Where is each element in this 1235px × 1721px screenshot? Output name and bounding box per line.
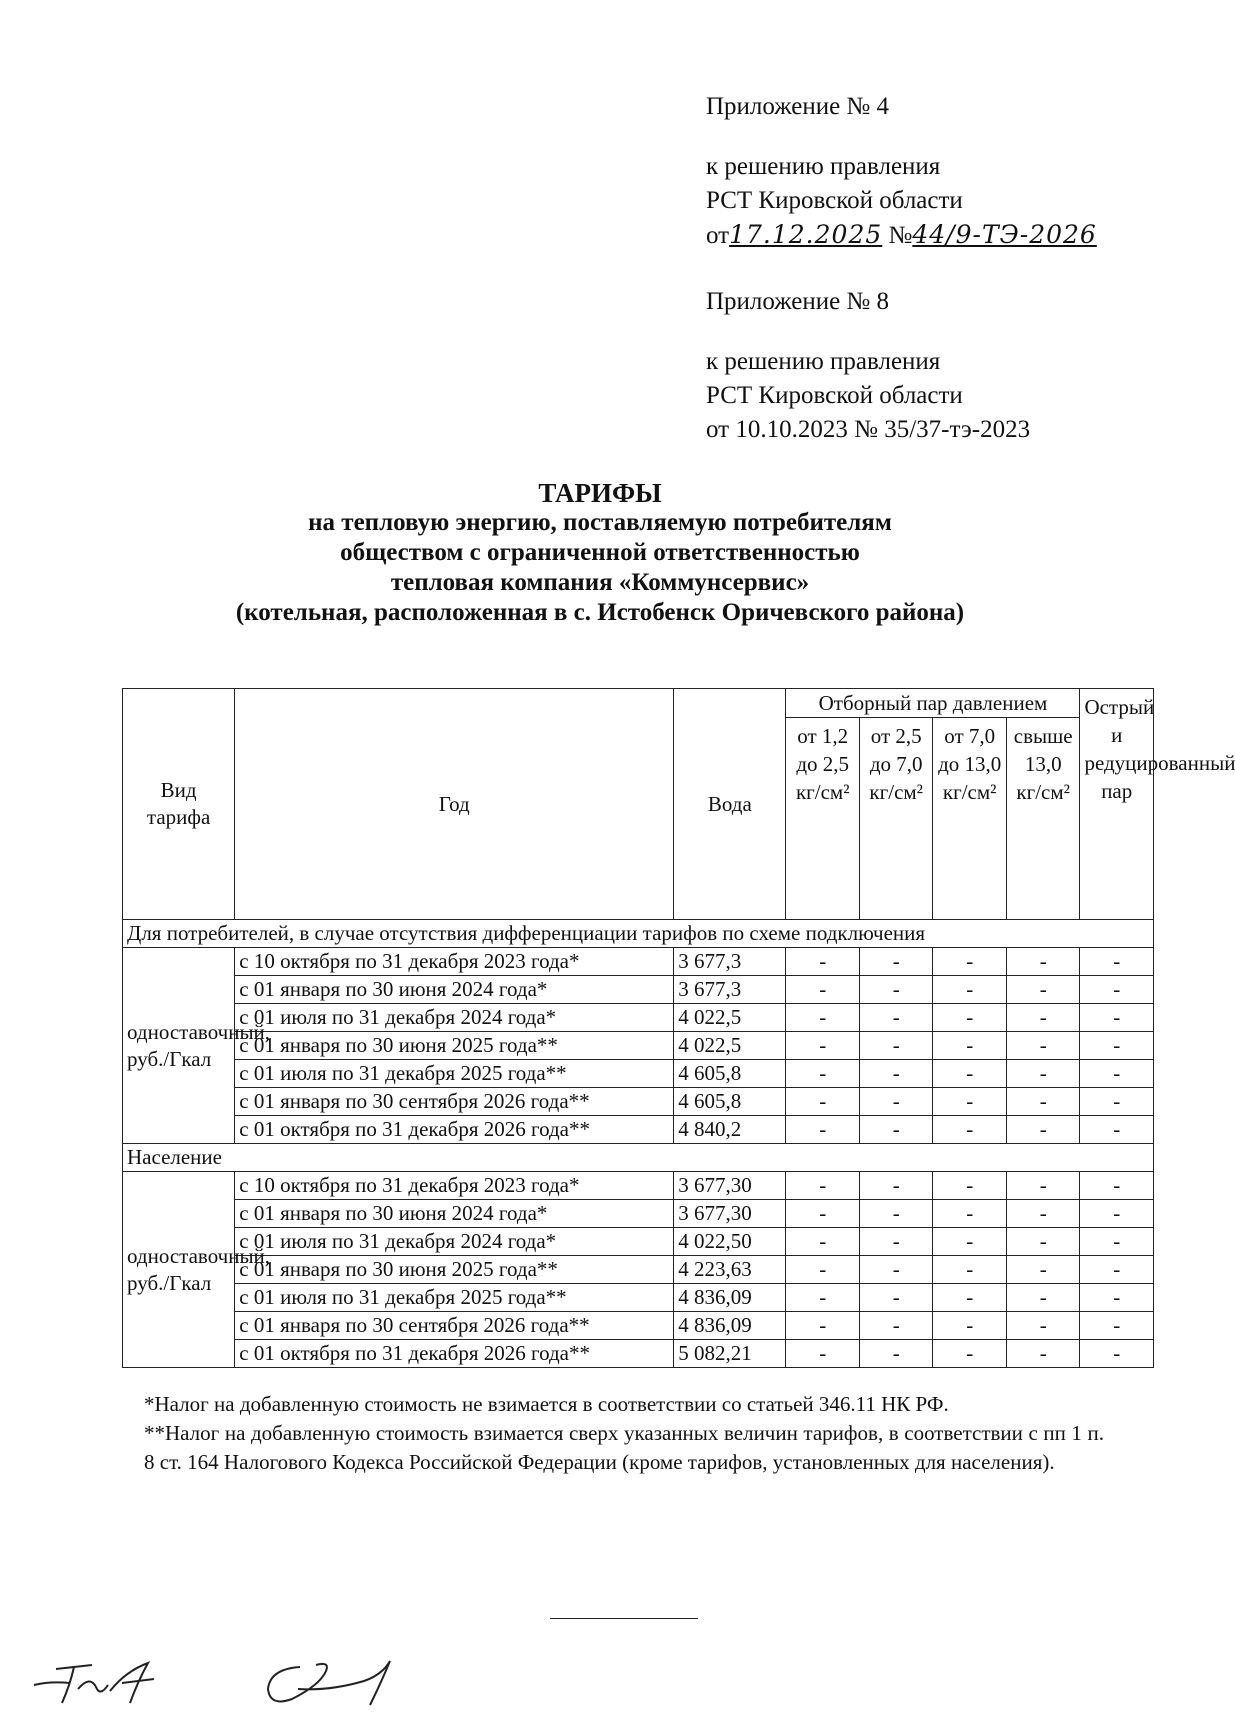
empty-tariff-cell: - <box>1006 1312 1080 1340</box>
empty-tariff-cell: - <box>933 1060 1006 1088</box>
attachment-8-line1: к решению правления <box>706 348 941 375</box>
period-cell: с 01 января по 30 июня 2025 года** <box>235 1032 674 1060</box>
period-cell: с 01 июля по 31 декабря 2025 года** <box>235 1060 674 1088</box>
attachment-4-prefix: от <box>706 222 730 249</box>
empty-tariff-cell: - <box>859 1200 932 1228</box>
header-pressure-4: свыше 13,0 кг/см² <box>1006 718 1080 920</box>
empty-tariff-cell: - <box>786 1200 859 1228</box>
attachment-4-line1: к решению правления <box>706 153 941 180</box>
empty-tariff-cell: - <box>1080 1060 1154 1088</box>
closing-rule <box>550 1618 698 1619</box>
period-cell: с 01 октября по 31 декабря 2026 года** <box>235 1340 674 1368</box>
empty-tariff-cell: - <box>859 1312 932 1340</box>
empty-tariff-cell: - <box>786 1256 859 1284</box>
empty-tariff-cell: - <box>1006 948 1080 976</box>
empty-tariff-cell: - <box>1080 1228 1154 1256</box>
empty-tariff-cell: - <box>1006 1060 1080 1088</box>
attachment-4-block <box>706 90 1097 253</box>
empty-tariff-cell: - <box>1006 1088 1080 1116</box>
empty-tariff-cell: - <box>933 976 1006 1004</box>
empty-tariff-cell: - <box>859 948 932 976</box>
number-sign: № <box>888 222 913 249</box>
empty-tariff-cell: - <box>1080 1340 1154 1368</box>
table-row <box>123 976 1154 1004</box>
table-row <box>123 1172 1154 1200</box>
empty-tariff-cell: - <box>859 1256 932 1284</box>
empty-tariff-cell: - <box>786 1088 859 1116</box>
document-heading <box>0 478 1200 628</box>
empty-tariff-cell: - <box>933 1256 1006 1284</box>
empty-tariff-cell: - <box>933 1088 1006 1116</box>
attachment-8-line3: от 10.10.2023 № 35/37-тэ-2023 <box>706 416 1031 443</box>
table-row <box>123 1088 1154 1116</box>
empty-tariff-cell: - <box>933 1284 1006 1312</box>
table-row <box>123 1228 1154 1256</box>
empty-tariff-cell: - <box>1080 1312 1154 1340</box>
empty-tariff-cell: - <box>1006 1116 1080 1144</box>
empty-tariff-cell: - <box>933 1004 1006 1032</box>
table-row <box>123 1340 1154 1368</box>
empty-tariff-cell: - <box>933 1032 1006 1060</box>
empty-tariff-cell: - <box>933 1172 1006 1200</box>
period-cell: с 01 января по 30 июня 2024 года* <box>235 976 674 1004</box>
empty-tariff-cell: - <box>1080 1284 1154 1312</box>
attachment-8-block <box>706 285 1030 447</box>
heading-line1: на тепловую энергию, поставляемую потребителям <box>308 509 892 536</box>
water-value-cell: 4 022,50 <box>674 1228 786 1256</box>
consumers-tariff-type: одноставочный, руб./Гкал <box>123 948 235 1144</box>
water-value-cell: 4 605,8 <box>674 1088 786 1116</box>
header-tariff-type: Вид тарифа <box>123 689 235 920</box>
empty-tariff-cell: - <box>1006 976 1080 1004</box>
attachment-4-title: Приложение № 4 <box>706 93 890 120</box>
period-cell: с 01 января по 30 сентября 2026 года** <box>235 1088 674 1116</box>
table-row <box>123 1116 1154 1144</box>
heading-title: ТАРИФЫ <box>538 478 662 508</box>
empty-tariff-cell: - <box>859 1088 932 1116</box>
empty-tariff-cell: - <box>933 1312 1006 1340</box>
handwritten-signatures <box>30 1645 430 1715</box>
empty-tariff-cell: - <box>786 1340 859 1368</box>
empty-tariff-cell: - <box>933 1340 1006 1368</box>
handwritten-number: 44/9-ТЭ-2026 <box>912 220 1097 249</box>
header-water: Вода <box>674 689 786 920</box>
empty-tariff-cell: - <box>1080 1088 1154 1116</box>
empty-tariff-cell: - <box>1006 1200 1080 1228</box>
header-pressure-3: от 7,0 до 13,0 кг/см² <box>933 718 1006 920</box>
empty-tariff-cell: - <box>859 1060 932 1088</box>
water-value-cell: 3 677,3 <box>674 948 786 976</box>
table-row <box>123 1312 1154 1340</box>
period-cell: с 10 октября по 31 декабря 2023 года* <box>235 1172 674 1200</box>
heading-line3: тепловая компания «Коммунсервис» <box>390 569 810 596</box>
empty-tariff-cell: - <box>859 1004 932 1032</box>
table-row <box>123 1004 1154 1032</box>
empty-tariff-cell: - <box>933 1116 1006 1144</box>
header-year: Год <box>235 689 674 920</box>
empty-tariff-cell: - <box>1006 1032 1080 1060</box>
period-cell: с 01 июля по 31 декабря 2025 года** <box>235 1284 674 1312</box>
table-row <box>123 1284 1154 1312</box>
water-value-cell: 3 677,30 <box>674 1172 786 1200</box>
section-consumers: Для потребителей, в случае отсутствия дифференциации тарифов по схеме подключения <box>123 920 1154 948</box>
empty-tariff-cell: - <box>786 1004 859 1032</box>
empty-tariff-cell: - <box>859 1172 932 1200</box>
water-value-cell: 4 605,8 <box>674 1060 786 1088</box>
attachment-4-decision <box>706 218 1097 253</box>
water-value-cell: 4 836,09 <box>674 1284 786 1312</box>
empty-tariff-cell: - <box>1006 1284 1080 1312</box>
period-cell: с 01 июля по 31 декабря 2024 года* <box>235 1004 674 1032</box>
empty-tariff-cell: - <box>786 1172 859 1200</box>
empty-tariff-cell: - <box>1080 1256 1154 1284</box>
period-cell: с 01 января по 30 июня 2025 года** <box>235 1256 674 1284</box>
empty-tariff-cell: - <box>1006 1256 1080 1284</box>
water-value-cell: 4 223,63 <box>674 1256 786 1284</box>
heading-line4: (котельная, расположенная в с. Истобенск Оричевского района) <box>235 599 965 626</box>
header-sharp-steam: Острый и редуцированный пар <box>1080 689 1154 920</box>
period-cell: с 10 октября по 31 декабря 2023 года* <box>235 948 674 976</box>
handwritten-date: 17.12.2025 <box>729 220 883 249</box>
empty-tariff-cell: - <box>1006 1004 1080 1032</box>
empty-tariff-cell: - <box>1080 1116 1154 1144</box>
empty-tariff-cell: - <box>859 1116 932 1144</box>
footnote-1: *Налог на добавленную стоимость не взимается в соответствии со статьей 346.11 НК РФ. <box>144 1392 949 1416</box>
empty-tariff-cell: - <box>786 1116 859 1144</box>
section-population: Население <box>123 1144 1154 1172</box>
heading-line2: обществом с ограниченной ответственностью <box>340 539 860 566</box>
empty-tariff-cell: - <box>786 948 859 976</box>
water-value-cell: 4 840,2 <box>674 1116 786 1144</box>
empty-tariff-cell: - <box>786 976 859 1004</box>
table-row <box>123 948 1154 976</box>
empty-tariff-cell: - <box>1080 976 1154 1004</box>
population-tariff-type: одноставочный, руб./Гкал <box>123 1172 235 1368</box>
empty-tariff-cell: - <box>786 1060 859 1088</box>
period-cell: с 01 октября по 31 декабря 2026 года** <box>235 1116 674 1144</box>
water-value-cell: 3 677,3 <box>674 976 786 1004</box>
empty-tariff-cell: - <box>859 1032 932 1060</box>
empty-tariff-cell: - <box>1006 1340 1080 1368</box>
empty-tariff-cell: - <box>1006 1172 1080 1200</box>
period-cell: с 01 января по 30 сентября 2026 года** <box>235 1312 674 1340</box>
empty-tariff-cell: - <box>1080 1172 1154 1200</box>
water-value-cell: 4 022,5 <box>674 1032 786 1060</box>
empty-tariff-cell: - <box>1080 1032 1154 1060</box>
empty-tariff-cell: - <box>933 1200 1006 1228</box>
empty-tariff-cell: - <box>1080 948 1154 976</box>
header-pressure-2: от 2,5 до 7,0 кг/см² <box>859 718 932 920</box>
period-cell: с 01 января по 30 июня 2024 года* <box>235 1200 674 1228</box>
empty-tariff-cell: - <box>859 1228 932 1256</box>
empty-tariff-cell: - <box>786 1228 859 1256</box>
attachment-8-line2: РСТ Кировской области <box>706 382 963 409</box>
empty-tariff-cell: - <box>786 1032 859 1060</box>
table-row <box>123 1060 1154 1088</box>
empty-tariff-cell: - <box>933 948 1006 976</box>
water-value-cell: 4 022,5 <box>674 1004 786 1032</box>
empty-tariff-cell: - <box>1006 1228 1080 1256</box>
attachment-4-line2: РСТ Кировской области <box>706 187 963 214</box>
header-steam-pressure: Отборный пар давлением <box>786 689 1080 718</box>
tariff-table-body <box>123 920 1154 1368</box>
empty-tariff-cell: - <box>859 1340 932 1368</box>
header-pressure-1: от 1,2 до 2,5 кг/см² <box>786 718 859 920</box>
water-value-cell: 3 677,30 <box>674 1200 786 1228</box>
table-row <box>123 1200 1154 1228</box>
water-value-cell: 4 836,09 <box>674 1312 786 1340</box>
empty-tariff-cell: - <box>1080 1200 1154 1228</box>
empty-tariff-cell: - <box>859 976 932 1004</box>
tariff-table <box>122 688 1235 1368</box>
empty-tariff-cell: - <box>1080 1004 1154 1032</box>
empty-tariff-cell: - <box>933 1228 1006 1256</box>
period-cell: с 01 июля по 31 декабря 2024 года* <box>235 1228 674 1256</box>
empty-tariff-cell: - <box>786 1284 859 1312</box>
attachment-8-title: Приложение № 8 <box>706 288 890 315</box>
water-value-cell: 5 082,21 <box>674 1340 786 1368</box>
footnote-2: **Налог на добавленную стоимость взимается сверх указанных величин тарифов, в соответствии с пп 1 п. 8 ст. 164 Налогового Кодекса Российской Федерации (кроме тарифов, установленных для населения). <box>144 1421 1104 1474</box>
table-row <box>123 1032 1154 1060</box>
empty-tariff-cell: - <box>859 1284 932 1312</box>
table-row <box>123 1256 1154 1284</box>
footnotes <box>144 1390 1104 1477</box>
empty-tariff-cell: - <box>786 1312 859 1340</box>
